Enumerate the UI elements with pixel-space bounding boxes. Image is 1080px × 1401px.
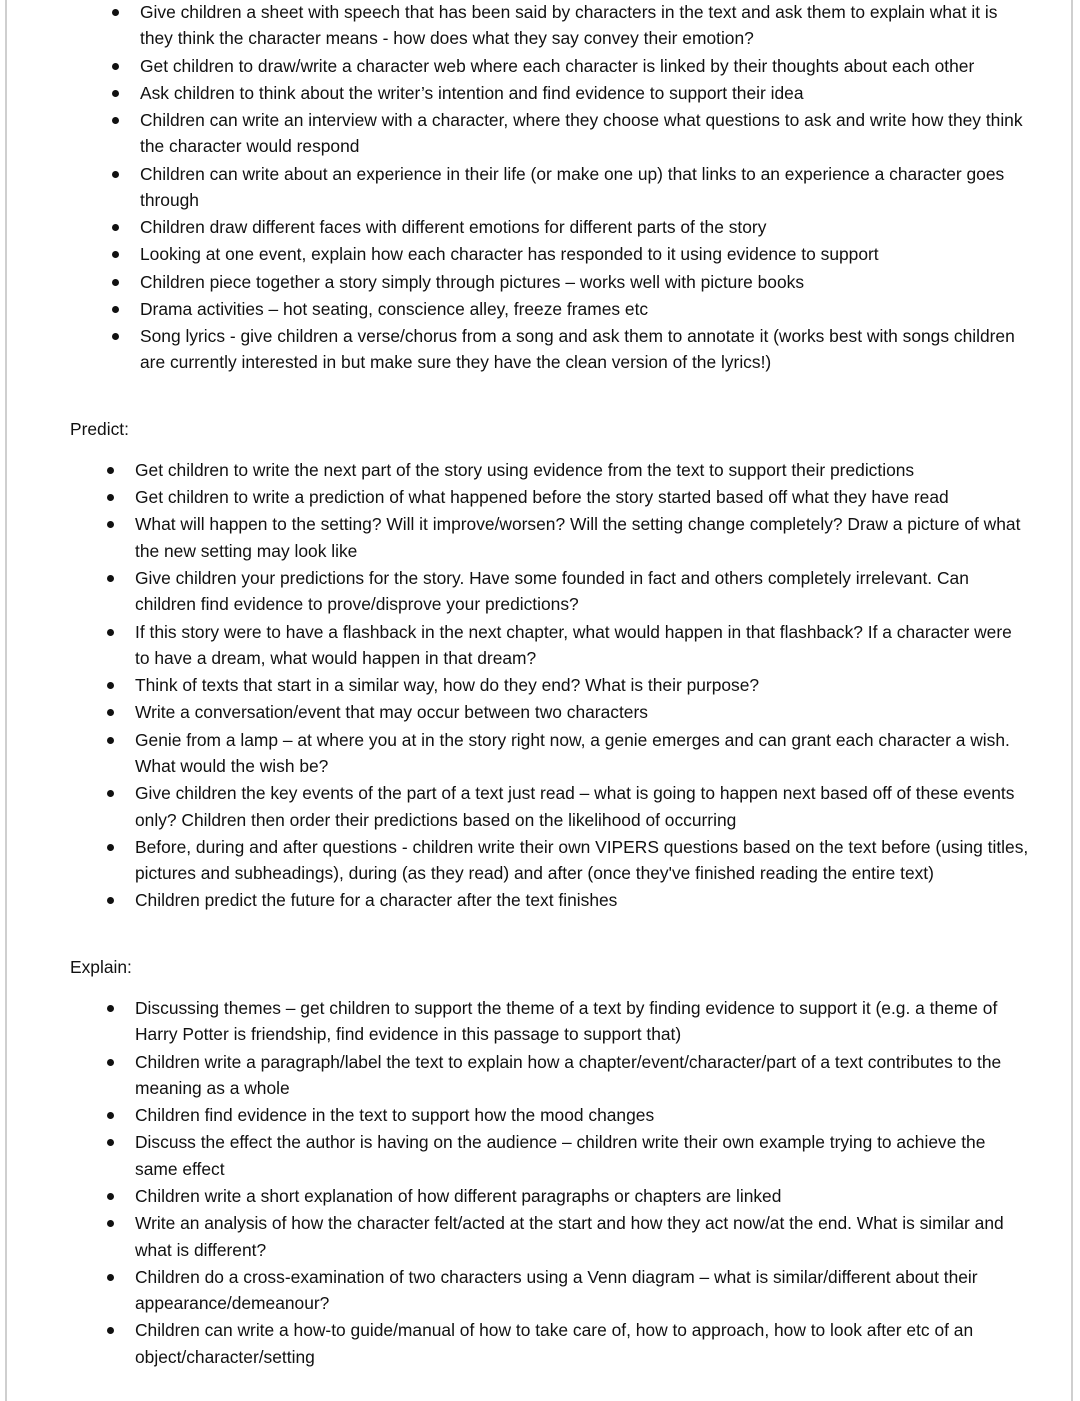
list-item (75, 161, 1025, 214)
bullet-icon (112, 333, 119, 340)
list-item-text: Give children your predictions for the story. Have some founded in fact and others completely irrelevant. Can children find evidence to prove/disprove your predictions? (135, 568, 969, 615)
list-item-text: Children do a cross-examination of two characters using a Venn diagram – what is similar/different about their appearance/demeanour? (135, 1266, 978, 1314)
list-item-text: Give children a sheet with speech that has been said by characters in the text and ask them to explain what it is they think the character means - how does what they say convey their emotion? (140, 2, 998, 49)
list-item (70, 699, 1030, 725)
list-item (70, 1210, 1030, 1263)
list-item-text: Children write a paragraph/label the text to explain how a chapter/event/character/part of a text contributes to the meaning as a whole (135, 1051, 1002, 1099)
list-item (70, 1183, 1030, 1209)
bullet-icon (107, 1005, 114, 1012)
list-item (70, 887, 1030, 913)
list-item-text: Children can write about an experience in their life (or make one up) that links to an experience a character goes through (140, 163, 1005, 211)
list-item-text: Children piece together a story simply through pictures – works well with picture books (140, 271, 805, 292)
list-item-text: Write a conversation/event that may occur between two characters (135, 702, 648, 723)
list-item (75, 107, 1025, 160)
bullet-icon (107, 737, 114, 744)
list-item (70, 1264, 1030, 1317)
bullet-icon (112, 63, 119, 70)
list-item (75, 323, 1025, 376)
explain-list (70, 995, 1030, 1371)
list-item-text: Write an analysis of how the character felt/acted at the start and how they act now/at the end. What is similar and what is different? (135, 1213, 1004, 1260)
list-item-text: If this story were to have a flashback in the next chapter, what would happen in that flashback? If a character were to have a dream, what would happen in that dream? (135, 621, 1012, 669)
list-item-text: Discussing themes – get children to support the theme of a text by finding evidence to support it (e.g. a theme of Harry Potter is friendship, find evidence in this passage to support that) (135, 998, 998, 1045)
bullet-icon (107, 575, 114, 582)
list-item (75, 241, 1025, 267)
list-item-text: Children can write a how-to guide/manual of how to take care of, how to approach, how to look after etc of an object/character/setting (135, 1320, 974, 1367)
list-item (70, 1102, 1030, 1128)
bullet-icon (107, 1327, 114, 1334)
bullet-icon (107, 1059, 114, 1066)
list-item (75, 0, 1025, 52)
list-item-text: Get children to write the next part of the story using evidence from the text to support their predictions (135, 460, 915, 480)
list-item-text: Get children to write a prediction of what happened before the story started based off what they have read (135, 487, 949, 508)
bullet-icon (107, 467, 114, 474)
predict-list (70, 457, 1030, 915)
list-item-text: Song lyrics - give children a verse/chorus from a song and ask them to annotate it (works best with songs children are currently interested in but make sure they have the clean version of the lyrics!) (140, 326, 1015, 373)
bullet-icon (112, 224, 119, 231)
list-item (70, 565, 1030, 618)
list-item (70, 995, 1030, 1048)
bullet-icon (107, 629, 114, 636)
list-item-text: Ask children to think about the writer’s intention and find evidence to support their idea (140, 82, 804, 103)
bullet-icon (107, 1220, 114, 1227)
list-item-text: Think of texts that start in a similar way, how do they end? What is their purpose? (135, 675, 760, 696)
bullet-icon (112, 9, 119, 16)
bullet-icon (107, 897, 114, 904)
list-item (70, 1049, 1030, 1102)
bullet-icon (112, 306, 119, 313)
explain-heading: Explain: (70, 957, 132, 977)
bullet-icon (112, 279, 119, 286)
bullet-icon (107, 1274, 114, 1281)
bullet-icon (107, 494, 114, 501)
list-item (70, 834, 1030, 887)
document-page (5, 0, 1073, 1401)
list-item-text: Looking at one event, explain how each character has responded to it using evidence to support (140, 244, 879, 265)
list-item-text: Children predict the future for a character after the text finishes (135, 890, 618, 911)
list-item (70, 672, 1030, 698)
list-item (70, 457, 1030, 483)
bullet-icon (112, 117, 119, 124)
bullet-icon (107, 1193, 114, 1200)
bullet-icon (112, 251, 119, 258)
list-item-text: What will happen to the setting? Will it improve/worsen? Will the setting change completely? Draw a picture of what the new setting may look like (135, 514, 1021, 561)
list-item-text: Get children to draw/write a character web where each character is linked by their thoughts about each other (140, 55, 975, 76)
bullet-icon (107, 1112, 114, 1119)
list-item (75, 80, 1025, 106)
bullet-icon (107, 709, 114, 716)
bullet-icon (107, 682, 114, 689)
list-item-text: Discuss the effect the author is having on the audience – children write their own example trying to achieve the same effect (135, 1132, 986, 1179)
bullet-icon (107, 844, 114, 851)
list-item-text: Children can write an interview with a character, where they choose what questions to ask and write how they think the character would respond (140, 110, 1023, 157)
list-item (75, 269, 1025, 295)
list-item (70, 484, 1030, 510)
list-item (75, 296, 1025, 322)
list-item-text: Children draw different faces with different emotions for different parts of the story (140, 217, 767, 238)
list-item (70, 727, 1030, 780)
list-item (75, 214, 1025, 240)
list-item-text: Before, during and after questions - children write their own VIPERS questions based on the text before (using titles, pictures and subheadings), during (as they read) and after (once they've finished reading the entire text) (135, 836, 1029, 884)
bullet-icon (107, 521, 114, 528)
visualise-list (75, 0, 1025, 377)
list-item (75, 53, 1025, 79)
predict-heading: Predict: (70, 419, 129, 439)
bullet-icon (107, 790, 114, 797)
list-item (70, 1317, 1030, 1370)
list-item-text: Drama activities – hot seating, conscience alley, freeze frames etc (140, 298, 649, 319)
list-item (70, 780, 1030, 833)
list-item-text: Children find evidence in the text to support how the mood changes (135, 1105, 655, 1126)
list-item (70, 1129, 1030, 1182)
bullet-icon (107, 1139, 114, 1146)
list-item (70, 619, 1030, 672)
list-item (70, 511, 1030, 564)
bullet-icon (112, 90, 119, 97)
bullet-icon (112, 171, 119, 178)
list-item-text: Give children the key events of the part of a text just read – what is going to happen next based off of these events only? Children then order their predictions based on the likelihood of occurring (135, 783, 1015, 830)
list-item-text: Children write a short explanation of how different paragraphs or chapters are linked (135, 1186, 782, 1207)
list-item-text: Genie from a lamp – at where you at in the story right now, a genie emerges and can grant each character a wish. What would the wish be? (135, 729, 1010, 777)
